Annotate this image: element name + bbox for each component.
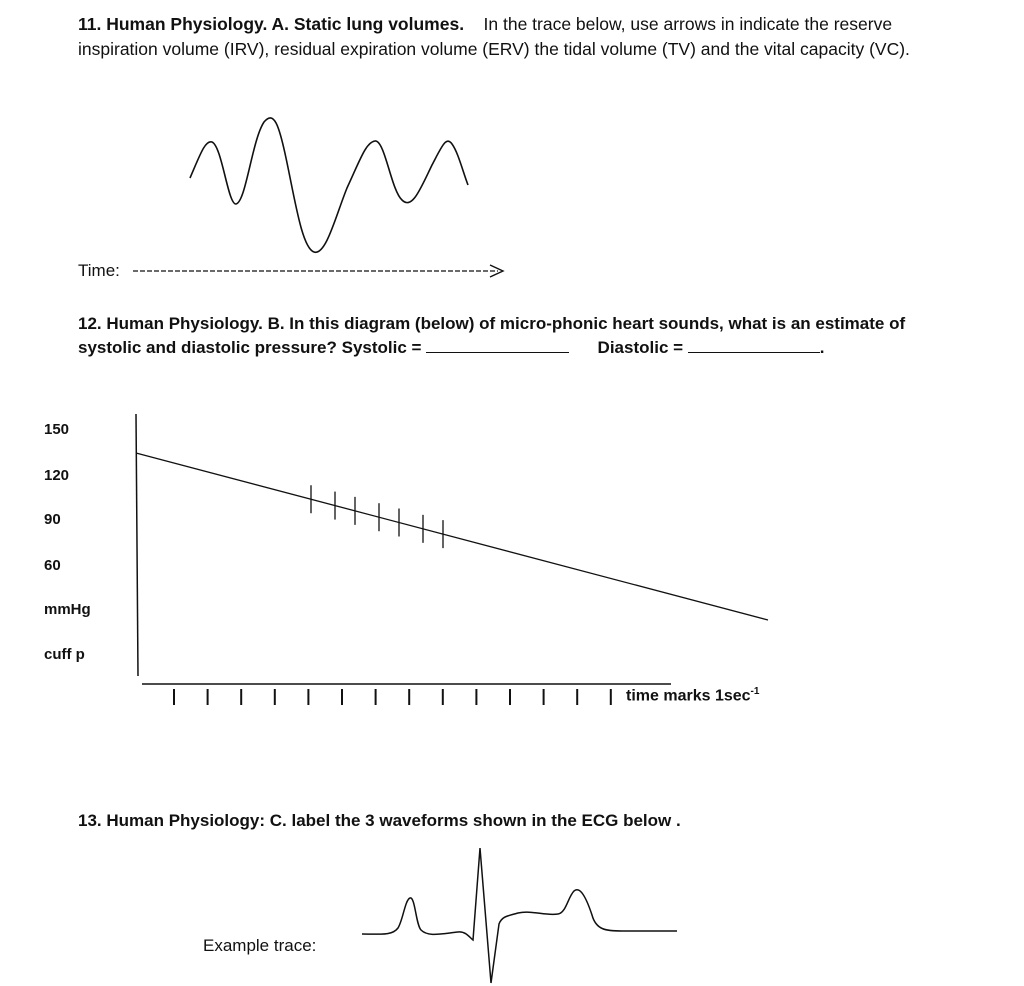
question-11-body: In the trace below, use arrows in indicate the reserve inspiration volume (IRV), residual expiration volume (ERV) the tidal volume (TV) and the vital capacity (VC).	[78, 14, 910, 59]
x-axis-label-text: time marks 1sec	[626, 687, 751, 705]
y-unit-label: mmHg	[44, 601, 91, 618]
y-tick-label: 120	[44, 467, 70, 484]
example-trace-label: Example trace:	[203, 936, 317, 955]
question-12-text: 12. Human Physiology. B. In this diagram (below) of micro-phonic heart sounds, what is an estimate of systolic and diastolic pressure?	[78, 314, 906, 357]
diastolic-answer-blank[interactable]	[688, 338, 820, 353]
x-axis-label	[626, 686, 759, 705]
question-11-heading: 11. Human Physiology. A. Static lung volumes.	[78, 14, 465, 34]
cuff-pressure-line	[136, 453, 768, 620]
question-12	[78, 312, 958, 360]
ecg-trace	[362, 848, 677, 983]
time-marks	[174, 689, 611, 705]
question-13: 13. Human Physiology: C. label the 3 waveforms shown in the ECG below .	[78, 811, 681, 830]
y-tick-label: 60	[44, 557, 61, 574]
diastolic-label: Diastolic =	[597, 338, 684, 357]
time-label: Time:	[78, 261, 120, 280]
y-tick-label: 150	[44, 421, 70, 438]
heart-sounds-chart	[136, 414, 768, 705]
question-12-period: .	[819, 338, 825, 357]
x-axis-label-superscript: -1	[750, 686, 760, 697]
systolic-answer-blank[interactable]	[426, 338, 569, 353]
lung-volume-trace	[190, 118, 468, 252]
y-tick-label: 90	[44, 511, 61, 528]
systolic-label: Systolic =	[341, 338, 422, 357]
y-axis-label: cuff p	[44, 646, 85, 663]
